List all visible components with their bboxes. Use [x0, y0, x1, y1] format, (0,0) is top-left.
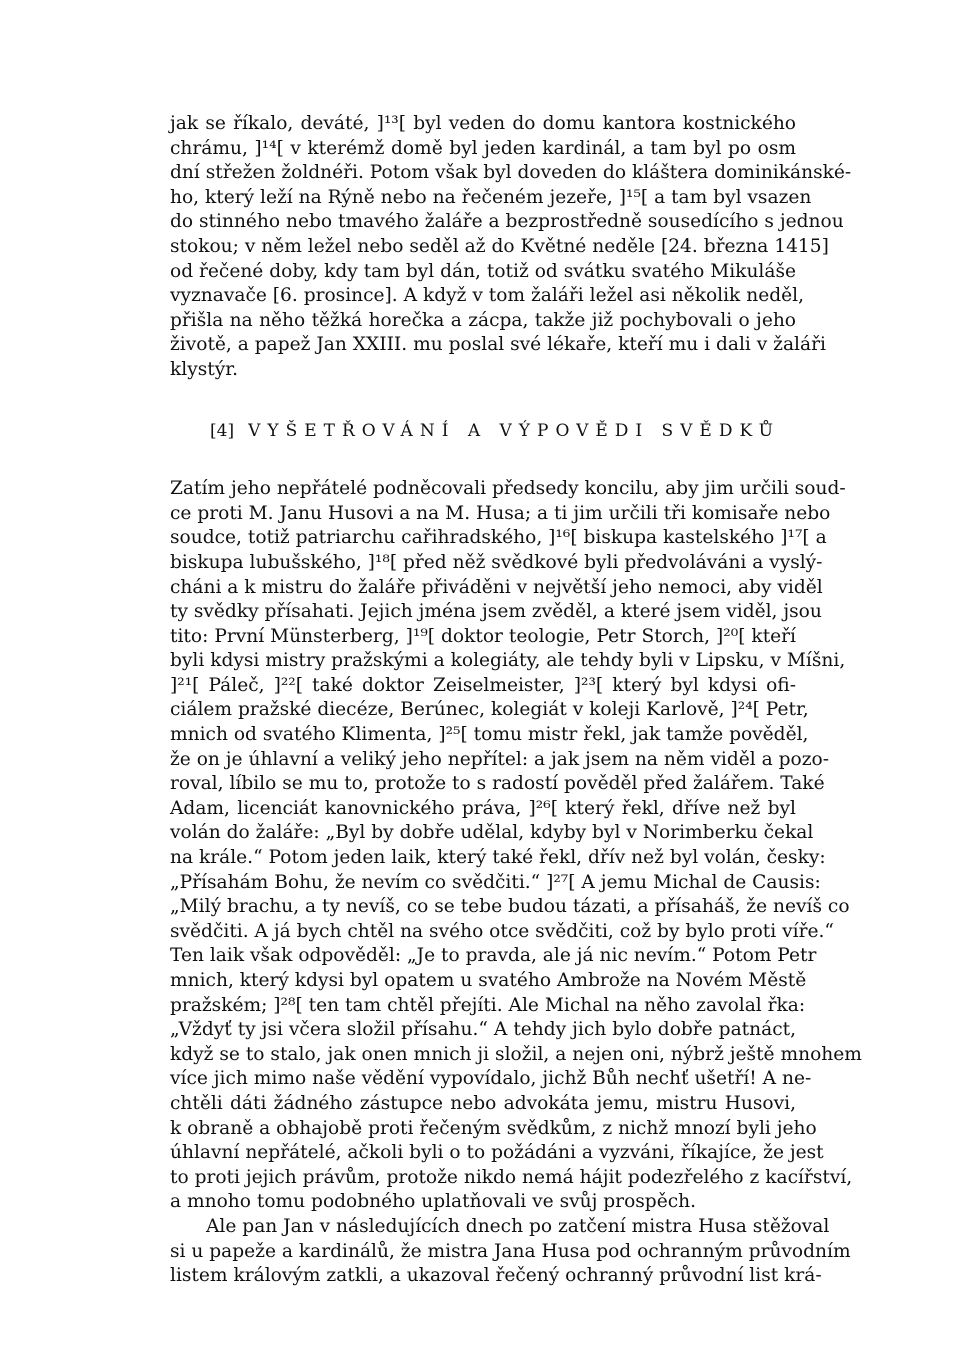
text-line: „Přísahám Bohu, že nevím co svědčiti.“ ]²⁷[ A jemu Michal de Causis:	[170, 871, 821, 893]
section-title: VYŠETŘOVÁNÍ A VÝPOVĚDI SVĚDKŮ	[248, 420, 780, 441]
text-line: to proti jejich právům, protože nikdo nemá hájit podezřelého z kacířství,	[170, 1166, 853, 1188]
text-line: chtěli dáti žádného zástupce nebo advokáta jemu, mistru Husovi,	[170, 1092, 796, 1114]
text-line: mnich, který kdysi byl opatem u svatého Ambrože na Novém Městě	[170, 970, 807, 991]
text-line: byli kdysi mistry pražskými a kolegiáty, ale tehdy byli v Lipsku, v Míšni,	[170, 650, 846, 672]
text-line: k obraně a obhajobě proti řečeným svědkům, z nichž mnozí byli jeho	[170, 1117, 817, 1139]
section-heading	[170, 419, 796, 444]
text-line: a mnoho tomu podobného uplatňovali ve svůj prospěch.	[170, 1191, 697, 1213]
text-line: od řečené doby, kdy tam byl dán, totiž od svátku svatého Mikuláše	[170, 260, 796, 282]
text-line: do stinného nebo tmavého žaláře a bezprostředně sousedícího s jednou	[170, 211, 844, 233]
text-line: když se to stalo, jak onen mnich ji složil, a nejen oni, nýbrž ještě mnohem	[170, 1043, 862, 1065]
text-line: Ten laik však odpověděl: „Je to pravda, ale já nic nevím.“ Potom Petr	[170, 945, 817, 967]
text-line: volán do žaláře: „Byl by dobře udělal, kdyby byl v Norimberku čekal	[170, 822, 814, 844]
text-line: cháni a k mistru do žaláře přiváděni v největší jeho nemoci, aby viděl	[170, 576, 823, 598]
text-line: ce proti M. Janu Husovi a na M. Husa; a ti jim určili tři komisaře nebo	[170, 502, 831, 524]
text-line: Zatím jeho nepřátelé podněcovali předsedy koncilu, aby jim určili soud-	[170, 478, 846, 500]
text-line: mnich od svatého Klimenta, ]²⁵[ tomu mistr řekl, jak tamže pověděl,	[170, 724, 809, 746]
text-line: tito: První Münsterberg, ]¹⁹[ doktor teologie, Petr Storch, ]²⁰[ kteří	[170, 625, 796, 647]
paragraph-3	[170, 1215, 851, 1289]
text-line: ciálem pražské diecéze, Berúnec, kolegiát v koleji Karlově, ]²⁴[ Petr,	[170, 699, 809, 721]
text-line: Adam, licenciát kanovnického práva, ]²⁶[ který řekl, dříve než byl	[170, 797, 796, 819]
text-line: úhlavní nepřátelé, ačkoli byli o to požádáni a vyzváni, říkajíce, že jest	[170, 1142, 824, 1164]
text-line: svědčiti. A já bych chtěl na svého otce svědčiti, což by bylo proti víře.“	[170, 920, 834, 942]
text-line: přišla na něho těžká horečka a zácpa, takže již pochybovali o jeho	[170, 309, 796, 331]
text-line: dní střežen žoldnéři. Potom však byl doveden do kláštera dominikánské-	[170, 162, 852, 184]
text-line: na krále.“ Potom jeden laik, který také řekl, dřív než byl volán, česky:	[170, 847, 826, 869]
text-line: Ale pan Jan v následujících dnech po zatčení mistra Husa stěžoval	[206, 1215, 830, 1237]
section-number: [4]	[210, 420, 235, 441]
text-line: pražském; ]²⁸[ ten tam chtěl přejíti. Ale Michal na něho zavolal řka:	[170, 994, 806, 1016]
text-line: vyznavače [6. prosince]. A když v tom žaláři ležel asi několik neděl,	[170, 285, 804, 307]
text-line: listem královým zatkli, a ukazoval řečený ochranný průvodní list krá-	[170, 1265, 822, 1287]
text-line: „Milý brachu, a ty nevíš, co se tebe budou tázati, a přísaháš, že nevíš co	[170, 896, 850, 918]
text-line: jak se říkalo, deváté, ]¹³[ byl veden do domu kantora kostnického	[170, 113, 796, 134]
text-line: biskupa lubušského, ]¹⁸[ před něž svědkové byli předvoláváni a vyslý-	[170, 551, 823, 573]
text-line: klystýr.	[170, 358, 238, 380]
text-line: že on je úhlavní a veliký jeho nepřítel: a jak jsem na něm viděl a pozo-	[170, 748, 829, 770]
text-line: soudce, totiž patriarchu cařihradského, ]¹⁶[ biskupa kastelského ]¹⁷[ a	[170, 527, 827, 549]
paragraph-2	[170, 477, 862, 1215]
text-line: stokou; v něm ležel nebo seděl až do Květné neděle [24. března 1415]	[170, 235, 829, 257]
paragraph-1	[170, 112, 852, 383]
text-line: více jich mimo naše vědění vypovídalo, jichž Bůh nechť ušetří! A ne-	[170, 1068, 812, 1090]
text-line: si u papeže a kardinálů, že mistra Jana Husa pod ochranným průvodním	[170, 1240, 851, 1262]
text-line: roval, líbilo se mu to, protože to s radostí pověděl před žalářem. Také	[170, 773, 825, 795]
text-line: ho, který leží na Rýně nebo na řečeném jezeře, ]¹⁵[ a tam byl vsazen	[170, 186, 812, 208]
text-line: „Vždyť ty jsi včera složil přísahu.“ A tehdy jich bylo dobře patnáct,	[170, 1019, 796, 1041]
text-line: ]²¹[ Páleč, ]²²[ také doktor Zeiselmeister, ]²³[ který byl kdysi ofi-	[170, 674, 796, 696]
book-page	[170, 112, 862, 1289]
text-line: chrámu, ]¹⁴[ v kterémž domě byl jeden kardinál, a tam byl po osm	[170, 137, 796, 159]
text-line: životě, a papež Jan XXIII. mu poslal své lékaře, kteří mu i dali v žaláři	[170, 334, 826, 356]
text-line: ty svědky přísahati. Jejich jména jsem zvěděl, a které jsem viděl, jsou	[170, 601, 822, 623]
